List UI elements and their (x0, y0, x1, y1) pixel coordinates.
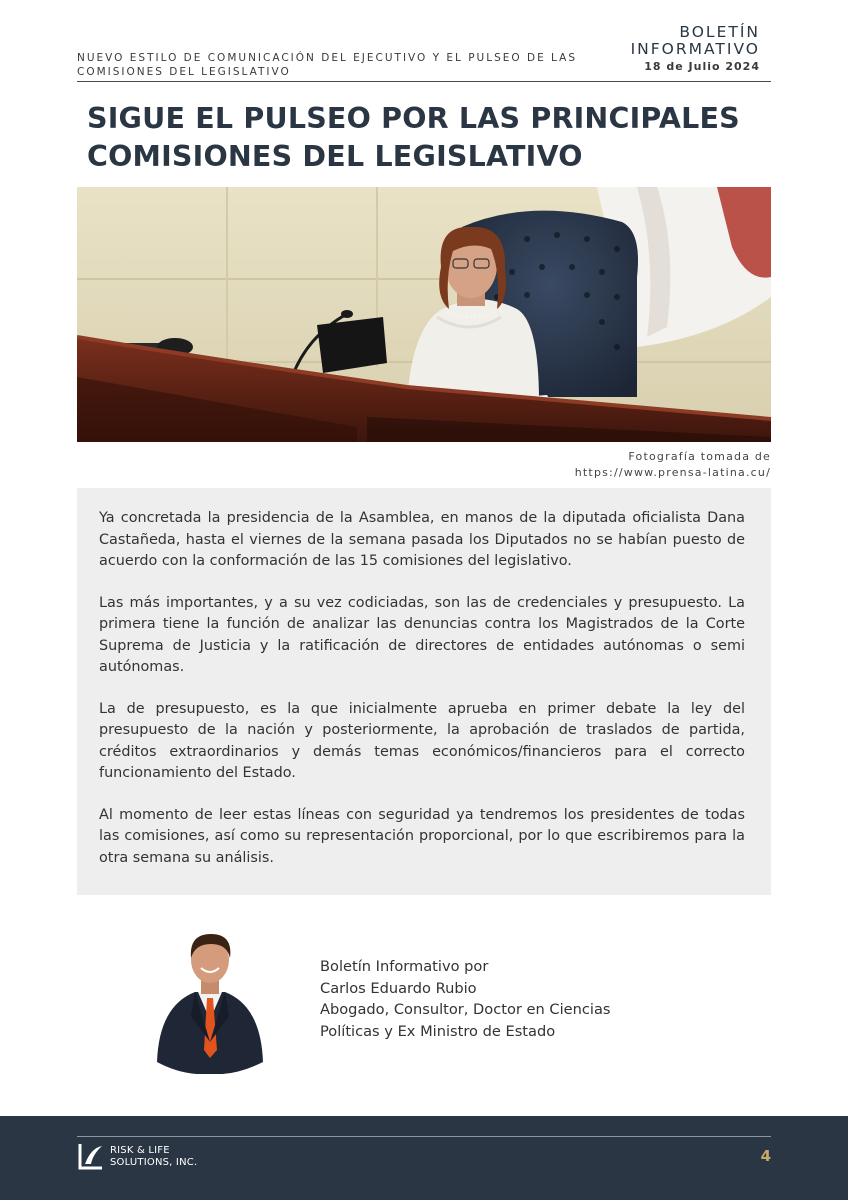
footer (0, 1116, 848, 1200)
author-photo (155, 924, 265, 1074)
page-title (87, 100, 777, 176)
author-name: Carlos Eduardo Rubio (320, 979, 477, 997)
author-portrait-illustration (155, 924, 265, 1074)
photo-credit (575, 449, 771, 481)
brand-line-2: INFORMATIVO (630, 40, 760, 58)
header-divider (77, 81, 771, 82)
hero-photo (77, 187, 771, 442)
paragraph-3: La de presupuesto, es la que inicialmente aprueba en primer debate la ley del presupuesto de la nación y posteriormente, la aprobación de traslados de partida, créditos extraordinarios y demás temas económicos/financieros para el correcto funcionamiento del Estado. (99, 700, 745, 781)
company-logo-icon (77, 1142, 105, 1170)
paragraph-1: Ya concretada la presidencia de la Asamblea, en manos de la diputada oficialista Dana Castañeda, hasta el viernes de la semana pasada los Diputados no se habían puesto de acuerdo con la conformación de las 15 comisiones del legislativo. (99, 510, 745, 569)
header-kicker: NUEVO ESTILO DE COMUNICACIÓN DEL EJECUTIVO Y EL PULSEO DE LAS COMISIONES DEL LEGISLATIVO (77, 52, 577, 78)
footer-divider (77, 1136, 771, 1137)
company-name (110, 1145, 197, 1169)
brand-line-1: BOLETÍN (679, 23, 760, 41)
photo-credit-line-1: Fotografía tomada de (628, 450, 771, 463)
paragraph-4: Al momento de leer estas líneas con seguridad ya tendremos los presidentes de todas las comisiones, así como su representación proporcional, por lo que escribiremos para la otra semana su análisis. (99, 806, 745, 866)
author-info (320, 956, 611, 1042)
author-title-line-1: Abogado, Consultor, Doctor en Ciencias (320, 1001, 611, 1018)
author-title-line-2: Políticas y Ex Ministro de Estado (320, 1022, 556, 1040)
page-number: 4 (760, 1147, 771, 1165)
title-line-1: SIGUE EL PULSEO POR LAS PRINCIPALES (87, 102, 740, 135)
author-line-1: Boletín Informativo por (320, 958, 489, 975)
company-name-line-2: SOLUTIONS, INC. (110, 1157, 198, 1168)
photo-credit-url: https://www.prensa-latina.cu/ (574, 466, 771, 479)
paragraph-2: Las más importantes, y a su vez codiciadas, son las de credenciales y presupuesto. La primera tiene la función de analizar las denuncias contra los Magistrados de la Corte Suprema de Justicia y la ratificación de directores de entidades autónomas o semi autónomas. (99, 594, 745, 675)
assembly-scene-illustration (77, 187, 771, 442)
article-body (77, 488, 771, 895)
newsletter-brand (631, 24, 760, 73)
title-line-2: COMISIONES DEL LEGISLATIVO (87, 140, 583, 173)
company-name-line-1: RISK & LIFE (110, 1145, 170, 1156)
issue-date: 18 de Julio 2024 (644, 60, 760, 73)
